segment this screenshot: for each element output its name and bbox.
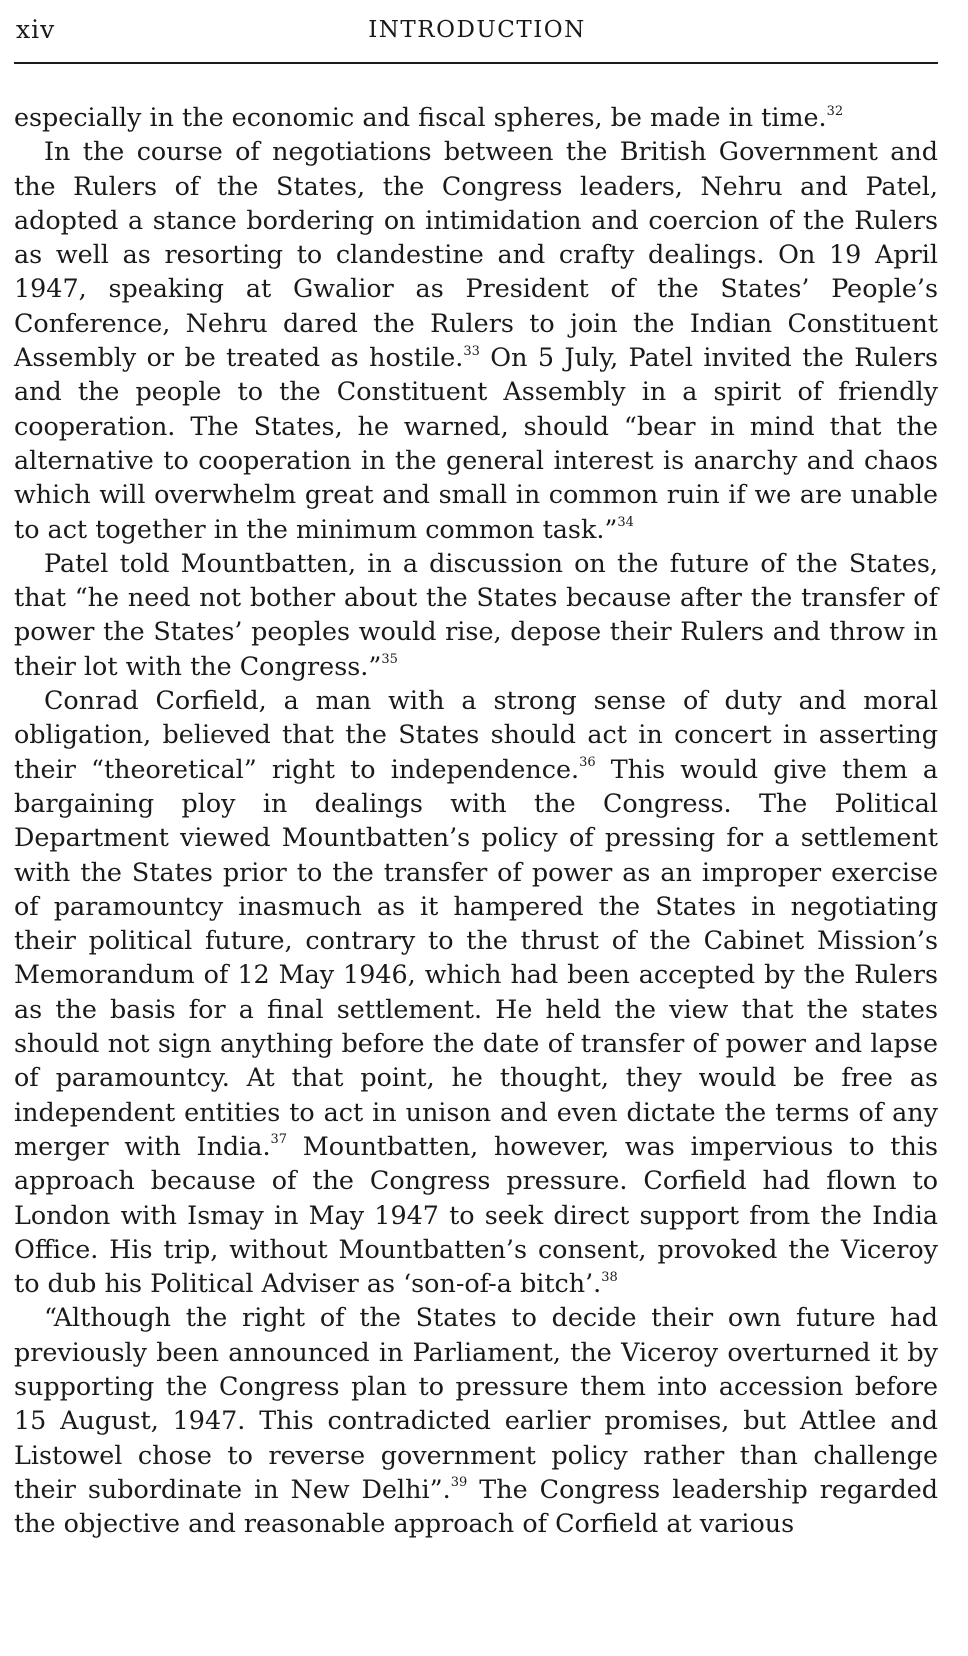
paragraph-text: This would give them a bargaining ploy in dealings with the Congress. The Political Department viewed Mountbatten’s policy of pressing for a settlement with the States prior to the transfer of power as an improper exercise of paramountcy inasmuch as it hampered the States in negotiating their political future, contrary to the thrust of the Cabinet Mission’s Memorandum of 12 May 1946, which had been accepted by the Rulers as the basis for a final settlement. He held the view that the states should not sign anything before the date of transfer of power and lapse of paramountcy. At that point, he thought, they would be free as independent entities to act in unison and even dictate the terms of any merger with India. <box>14 753 938 1161</box>
body-text <box>14 100 938 1540</box>
paragraph-text: Mountbatten, however, was impervious to this approach because of the Congress pressure. Corfield had flown to London with Ismay in May 1947 to seek direct support from the India Office. His trip, without Mountbatten’s consent, provoked the Viceroy to dub his Political Adviser as ‘son-of-a bitch’. <box>14 1130 938 1299</box>
footnote-ref: 32 <box>826 103 844 119</box>
paragraph-text: “Although the right of the States to decide their own future had previously been announced in Parliament, the Viceroy overturned it by supporting the Congress plan to pressure them into accession before 15 August, 1947. This contradicted earlier promises, but Attlee and Listowel chose to reverse government policy rather than challenge their subordinate in New Delhi”. <box>14 1302 938 1504</box>
running-head <box>16 14 938 54</box>
section-title: INTRODUCTION <box>368 17 586 43</box>
footnote-ref: 39 <box>450 1475 468 1491</box>
footnote-ref: 35 <box>381 652 398 668</box>
footnote-ref: 37 <box>270 1132 288 1148</box>
paragraph-text: Patel told Mountbatten, in a discussion on the future of the States, that “he need not bother about the States because after the transfer of power the States’ peoples would rise, depose their Rulers and throw in their lot with the Congress.” <box>14 547 938 681</box>
paragraph-text: On 5 July, Patel invited the Rulers and the people to the Constituent Assembly in a spirit of friendly cooperation. The States, he warned, should “bear in mind that the alternative to cooperation in the general interest is anarchy and chaos which will overwhelm great and small in common ruin if we are unable to act together in the minimum common task.” <box>14 342 938 544</box>
paragraph <box>14 546 938 683</box>
paragraph-text: especially in the economic and fiscal spheres, be made in time. <box>14 102 827 132</box>
paragraph <box>14 1300 938 1540</box>
footnote-ref: 33 <box>463 343 480 359</box>
paragraph <box>14 100 938 134</box>
paragraph <box>14 683 938 1300</box>
footnote-ref: 34 <box>617 515 634 531</box>
paragraph-text: Conrad Corfield, a man with a strong sense of duty and moral obligation, believed that the States should act in concert in asserting their “theoretical” right to independence. <box>14 685 938 784</box>
header-rule <box>14 62 938 64</box>
footnote-ref: 36 <box>579 755 596 771</box>
paragraph-text: In the course of negotiations between the British Government and the Rulers of the States, the Congress leaders, Nehru and Patel, adopted a stance bordering on intimidation and coercion of the Rulers as well as resorting to clandestine and crafty dealings. On 19 April 1947, speaking at Gwalior as President of the States’ People’s Conference, Nehru dared the Rulers to join the Indian Constituent Assembly or be treated as hostile. <box>14 136 938 373</box>
page-number: xiv <box>16 15 56 44</box>
paragraph-text: The Congress leadership regarded the objective and reasonable approach of Corfield at various <box>14 1473 938 1539</box>
footnote-ref: 38 <box>601 1269 618 1285</box>
paragraph <box>14 134 938 546</box>
